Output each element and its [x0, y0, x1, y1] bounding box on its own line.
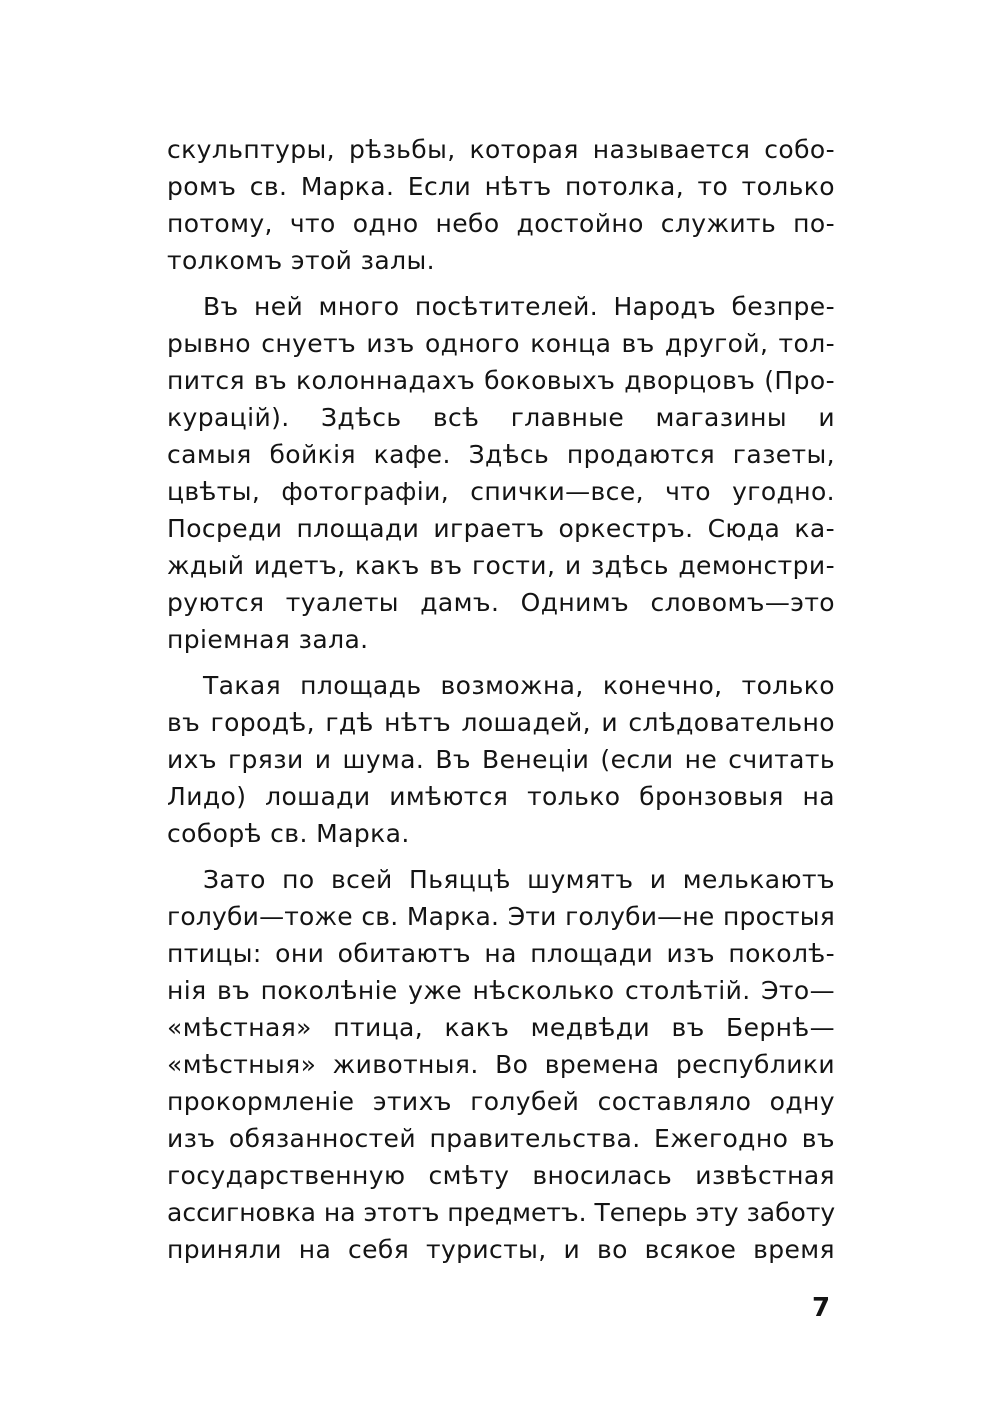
text-line: голуби—тоже св. Марка. Эти голуби—не простыя	[167, 902, 835, 931]
paragraph-3	[167, 667, 835, 852]
text-line: потому, что одно небо достойно служить по-	[167, 209, 835, 238]
text-line: цвѣты, фотографіи, спички—все, что угодно.	[167, 477, 835, 506]
text-line: Зато по всей Пьяццѣ шумятъ и мелькаютъ	[203, 865, 835, 894]
text-line: пится въ колоннадахъ боковыхъ дворцовъ (Про-	[167, 366, 835, 395]
text-line: въ городѣ, гдѣ нѣтъ лошадей, и слѣдовательно	[167, 708, 835, 737]
paragraph-4	[167, 861, 835, 1268]
text-line: «мѣстныя» животныя. Во времена республики	[167, 1050, 835, 1079]
text-line: Въ ней много посѣтителей. Народъ безпре-	[203, 292, 835, 321]
text-line: Посреди площади играетъ оркестръ. Сюда ка-	[167, 514, 835, 543]
paragraph-2	[167, 288, 835, 658]
text-line: ромъ св. Марка. Если нѣтъ потолка, то только	[167, 172, 835, 201]
text-line: изъ обязанностей правительства. Ежегодно въ	[167, 1124, 835, 1153]
text-line: «мѣстная» птица, какъ медвѣди въ Бернѣ—	[167, 1013, 835, 1042]
page-number: 7	[812, 1293, 831, 1323]
page-text	[167, 131, 835, 1277]
paragraph-1	[167, 131, 835, 279]
text-line: пріемная зала.	[167, 625, 369, 654]
text-line: птицы: они обитаютъ на площади изъ поколѣ-	[167, 939, 835, 968]
text-line: курацій). Здѣсь всѣ главные магазины и	[167, 403, 835, 432]
text-line: Лидо) лошади имѣются только бронзовыя на	[167, 782, 835, 811]
text-line: ждый идетъ, какъ въ гости, и здѣсь демонстри-	[167, 551, 835, 580]
text-line: ассигновка на этотъ предметъ. Теперь эту заботу	[167, 1198, 836, 1227]
text-line: нія въ поколѣніе уже нѣсколько столѣтій. Это—	[167, 976, 835, 1005]
text-line: государственную смѣту вносилась извѣстная	[167, 1161, 835, 1190]
text-line: ихъ грязи и шума. Въ Венеціи (если не считать	[167, 745, 835, 774]
text-line: толкомъ этой залы.	[167, 246, 435, 275]
text-line: Такая площадь возможна, конечно, только	[203, 671, 835, 700]
text-line: приняли на себя туристы, и во всякое время	[167, 1235, 835, 1264]
text-line: самыя бойкія кафе. Здѣсь продаются газеты,	[167, 440, 835, 469]
text-line: руются туалеты дамъ. Однимъ словомъ—это	[167, 588, 835, 617]
text-line: скульптуры, рѣзьбы, которая называется собо-	[167, 135, 835, 164]
text-line: рывно снуетъ изъ одного конца въ другой, тол-	[167, 329, 835, 358]
text-line: прокормленіе этихъ голубей составляло одну	[167, 1087, 835, 1116]
text-line: соборѣ св. Марка.	[167, 819, 410, 848]
